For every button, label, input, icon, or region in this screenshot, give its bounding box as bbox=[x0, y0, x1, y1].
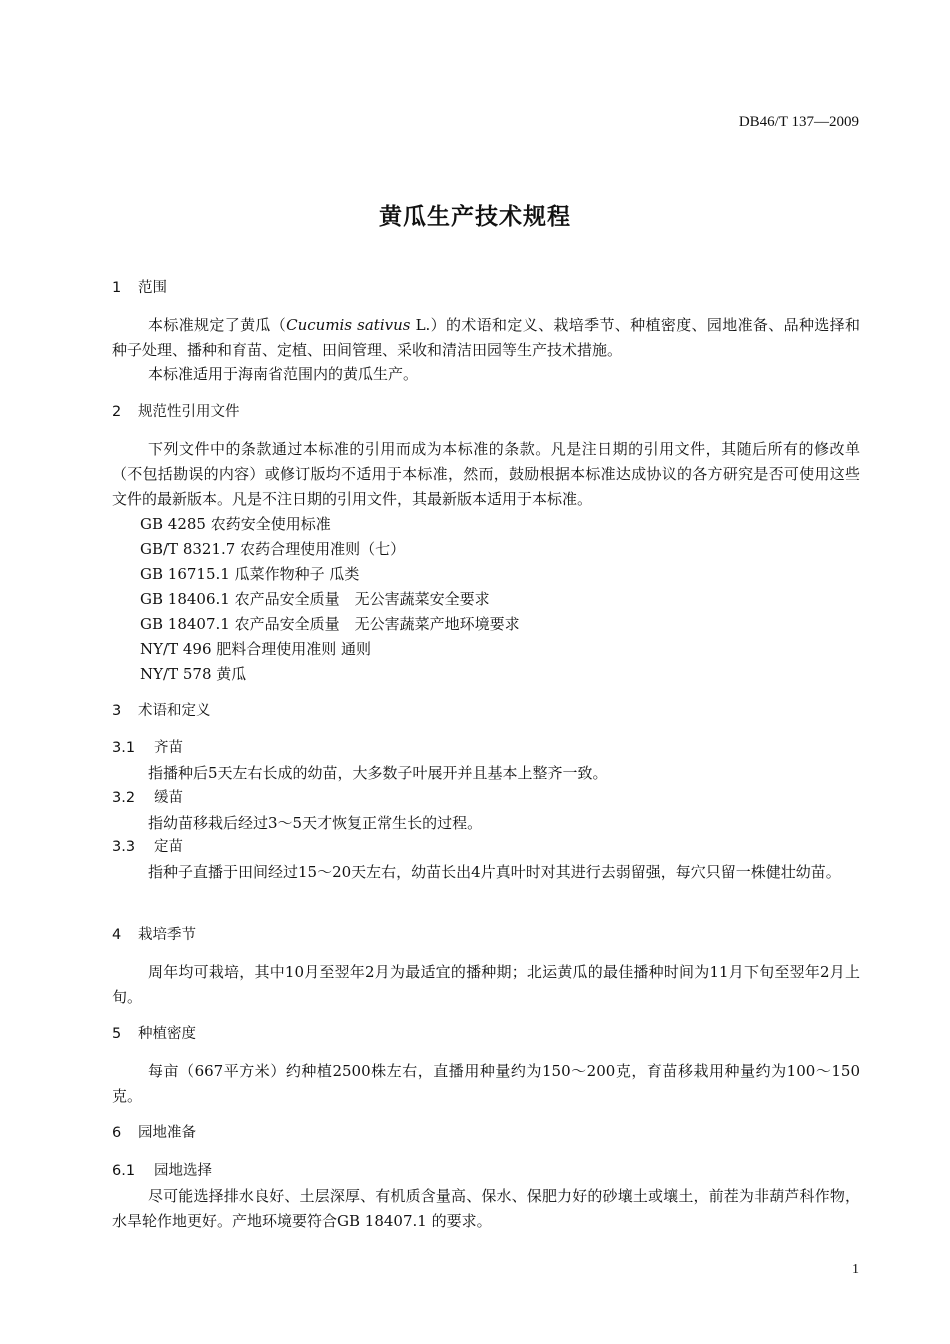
reference-item: GB 18407.1 农产品安全质量 无公害蔬菜产地环境要求 bbox=[140, 615, 520, 633]
section-4-heading: 4 栽培季节 bbox=[112, 927, 196, 943]
term-3-3-definition: 指种子直播于田间经过15～20天左右，幼苗长出4片真叶时对其进行去弱留强，每穴只留一株健壮幼苗。 bbox=[148, 863, 841, 881]
reference-item: GB 4285 农药安全使用标准 bbox=[140, 515, 331, 533]
document-number: DB46/T 137—2009 bbox=[738, 114, 859, 130]
section-4-paragraph: 周年均可栽培，其中10月至翌年2月为最适宜的播种期；北运黄瓜的最佳播种时间为11月下旬至翌年2月上旬。 bbox=[112, 963, 860, 1006]
section-5-heading: 5 种植密度 bbox=[112, 1026, 196, 1042]
term-3-3-heading: 3.3 定苗 bbox=[112, 839, 183, 855]
reference-item: GB 18406.1 农产品安全质量 无公害蔬菜安全要求 bbox=[140, 590, 490, 608]
section-1-heading: 1 范围 bbox=[112, 280, 167, 296]
page-number: 1 bbox=[852, 1262, 859, 1277]
term-3-1-definition: 指播种后5天左右长成的幼苗，大多数子叶展开并且基本上整齐一致。 bbox=[148, 764, 608, 782]
section-2-heading: 2 规范性引用文件 bbox=[112, 404, 240, 420]
section-1-paragraph-2: 本标准适用于海南省范围内的黄瓜生产。 bbox=[148, 365, 419, 383]
term-3-2-heading: 3.2 缓苗 bbox=[112, 790, 183, 806]
latin-name: Cucumis sativus bbox=[286, 316, 411, 334]
reference-item: NY/T 496 肥料合理使用准则 通则 bbox=[140, 640, 372, 658]
section-2-paragraph: 下列文件中的条款通过本标准的引用而成为本标准的条款。凡是注日期的引用文件，其随后所有的修改单（不包括勘误的内容）或修订版均不适用于本标准，然而，鼓励根据本标准达成协议的各方研究是否可使用这些文件的最新版本。凡是不注日期的引用文件，其最新版本适用于本标准。 bbox=[112, 440, 860, 508]
subsection-6-1-paragraph: 尽可能选择排水良好、土层深厚、有机质含量高、保水、保肥力好的砂壤土或壤土，前茬为非葫芦科作物，水旱轮作地更好。产地环境要符合GB 18407.1 的要求。 bbox=[112, 1187, 860, 1230]
reference-item: GB/T 8321.7 农药合理使用准则（七） bbox=[140, 540, 406, 558]
section-5-paragraph: 每亩（667平方米）约种植2500株左右，直播用种量约为150～200克，育苗移栽用种量约为100～150克。 bbox=[112, 1062, 860, 1105]
section-3-heading: 3 术语和定义 bbox=[112, 703, 211, 719]
section-6-heading: 6 园地准备 bbox=[112, 1125, 196, 1141]
subsection-6-1-heading: 6.1 园地选择 bbox=[112, 1163, 212, 1179]
reference-item: NY/T 578 黄瓜 bbox=[140, 665, 247, 683]
section-1-paragraph-1: 本标准规定了黄瓜（Cucumis sativus L.）的术语和定义、栽培季节、种植密度、园地准备、品种选择和种子处理、播种和育苗、定植、田间管理、采收和清洁田园等生产技术措施。 bbox=[112, 316, 860, 359]
term-3-2-definition: 指幼苗移栽后经过3～5天才恢复正常生长的过程。 bbox=[148, 814, 483, 832]
term-3-1-heading: 3.1 齐苗 bbox=[112, 740, 183, 756]
reference-item: GB 16715.1 瓜菜作物种子 瓜类 bbox=[140, 565, 360, 583]
document-title: 黄瓜生产技术规程 bbox=[379, 204, 571, 230]
